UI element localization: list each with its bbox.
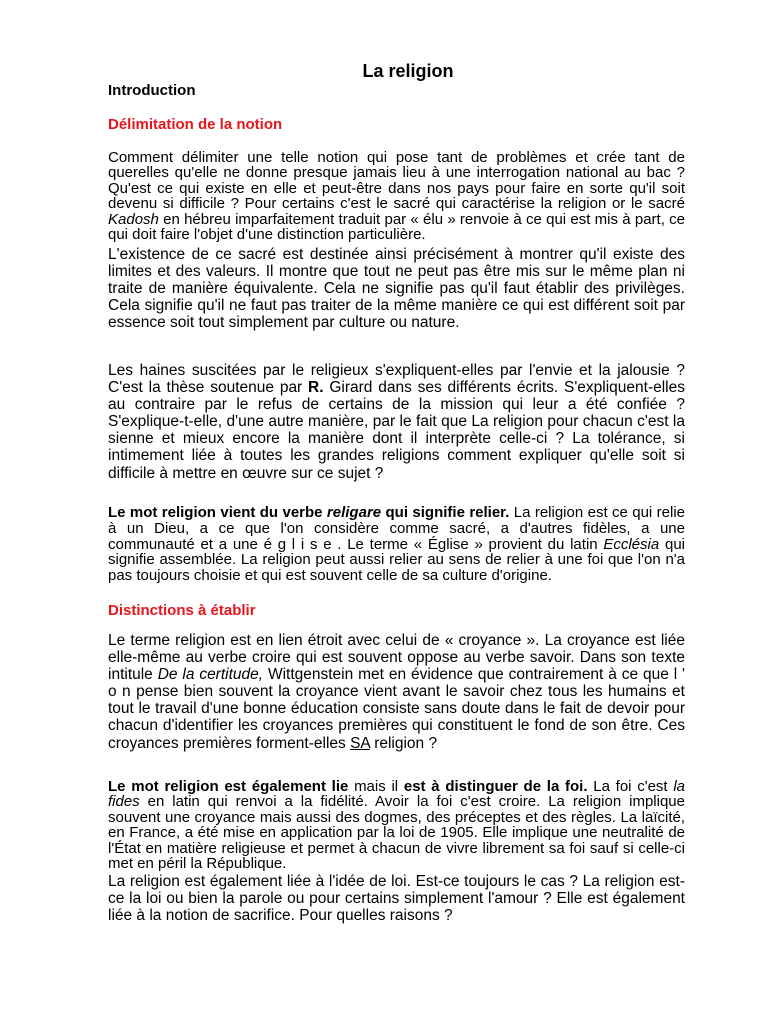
text-segment: Les haines suscitées par le religieux s'expliquent-elles par l'envie et la jalousie ? C'est la thèse soutenue par (108, 362, 685, 397)
text-segment: en hébreu imparfaitement traduit par « élu » renvoie à ce qui est mis à part, ce qui doit faire l'objet d'une distinction particulière. (108, 210, 685, 244)
paragraph-religion-loi: La religion est également liée à l'idée de loi. Est-ce toujours le cas ? La religion est-ce la loi ou bien la parole ou pour certains simplement l'amour ? Elle est également liée à la notion de sacrifice. Pour quelles raisons ? (108, 873, 685, 925)
paragraph-sacred-limits: L'existence de ce sacré est destinée ainsi précisément à montrer qu'il existe des limites et des valeurs. Il montre que tout ne peut pas être mis sur le même plan ni traite de manière équivalente. Cela ne signifie pas qu'il faut établir des privilèges. Cela signifie qu'il ne faut pas traiter de la même manière ce qui est différent soit par essence soit tout simplement par culture ou nature. (108, 246, 685, 332)
text-segment-italic: Ecclésia (603, 535, 660, 553)
text-segment: qui signifie assemblée. La religion peut aussi relier au sens de relier à une foi que l'on n'a pas toujours choisie et qui est souvent celle de sa culture d'origine. (108, 535, 686, 585)
text-segment-italic: la fides (108, 778, 685, 811)
text-segment-italic: De la certitude, (157, 666, 264, 684)
heading-distinctions: Distinctions à établir (108, 602, 256, 619)
text-segment: La foi c'est (587, 778, 674, 795)
paragraph-religion-foi (108, 779, 685, 871)
text-segment-bold: R. (308, 379, 324, 397)
text-segment: religion ? (369, 734, 438, 752)
text-segment: Wittgenstein met en évidence que contrairement à ce que l ' o n pense bien souvent la croyance vient avant le savoir chez tous les humains et tout le travail d'une bonne éducation consiste sans doute dans le fait de devoir pour chacun d'identifier les croyances premières qui constituent le fond de son être. Ces croyances premières forment-elles (108, 666, 685, 752)
heading-delimitation: Délimitation de la notion (108, 116, 283, 133)
text-segment-bold: est à distinguer de la foi. (403, 778, 588, 795)
text-segment: Comment délimiter une telle notion qui pose tant de problèmes et crée tant de querelles qu'elle ne donne presque jamais lieu à une interrogation national au bac ? Qu'est ce qui existe en elle et peut-être dans nos pays pour faire en sorte qu'il soit devenu si difficile ? Pour certains c'est le sacré qui caractérise la religion or le sacré (108, 149, 685, 213)
paragraph-religious-hatred (108, 362, 685, 482)
text-segment-bold: Le mot religion vient du verbe (108, 504, 327, 521)
heading-introduction: Introduction (108, 82, 196, 99)
text-segment: Girard dans ses différents écrits. S'expliquent-elles au contraire par le refus de certains de la mission qui leur a été confiée ? S'explique-t-elle, d'une autre manière, par le fait que La religion pour chacun c'est la sienne et mieux encore la manière dont il interprète celle-ci ? La tolérance, si intimement liée à toutes les grandes religions comment expliquer qu'elle soit si difficile à mettre en œuvre sur ce sujet ? (108, 379, 685, 482)
text-segment: en latin qui renvoi a la fidélité. Avoir la foi c'est croire. La religion implique souvent une croyance mais aussi des dogmes, des préceptes et des règles. La laïcité, en France, a été mise en application par la loi de 1905. Elle implique une neutralité de l'État en matière religieuse et permet à chacun de vivre librement sa foi sauf si celle-ci met en péril la République. (108, 793, 685, 873)
text-segment-bold: Le mot religion est également lie (108, 778, 349, 795)
text-segment: Le terme religion est en lien étroit avec celui de « croyance ». La croyance est liée elle-même au verbe croire qui est souvent oppose au verbe savoir. Dans son texte intitule (108, 632, 685, 684)
text-segment-italic: Kadosh (108, 210, 159, 228)
document-title: La religion (362, 61, 454, 81)
paragraph-croyance (108, 632, 685, 752)
text-segment-bold: qui signifie relier. (381, 504, 510, 521)
text-segment-underlined: SA (350, 734, 370, 752)
paragraph-religare (108, 505, 685, 584)
text-segment: mais il (348, 778, 404, 795)
text-segment-bold-italic: religare (326, 504, 382, 521)
paragraph-delimitation (108, 150, 685, 242)
text-segment: La religion est ce qui relie à un Dieu, a ce que l'on considère comme sacré, a d'autres fidèles, a une communauté et a une é g l i s e . Le terme « Église » provient du latin (108, 504, 685, 553)
